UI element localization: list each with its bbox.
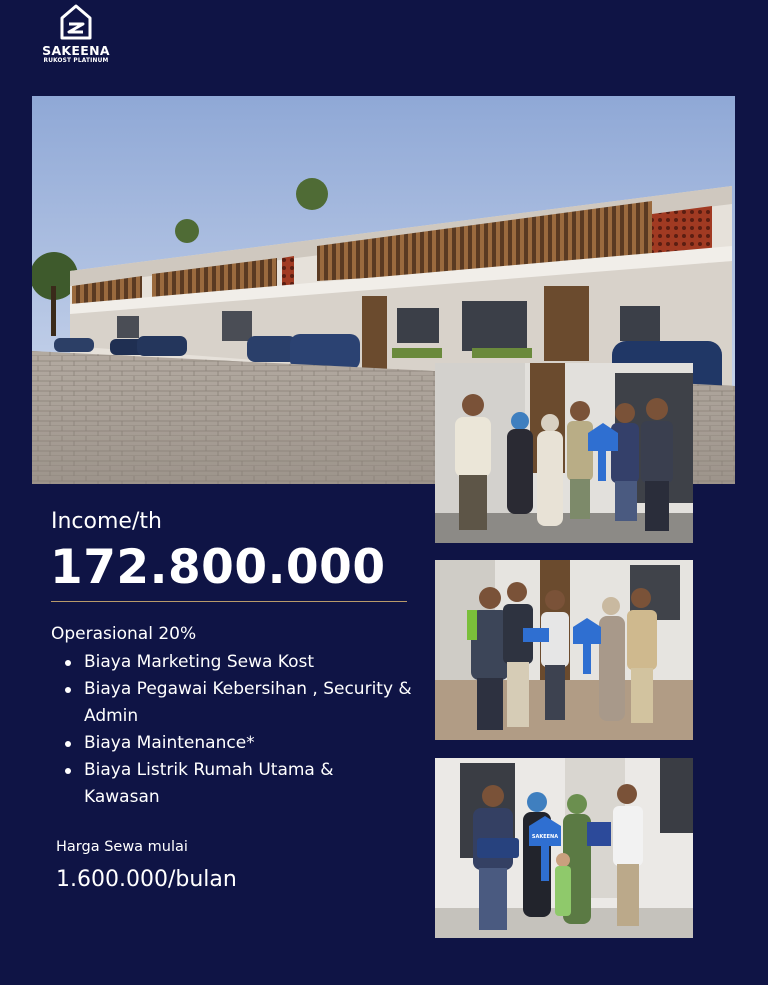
list-item: Biaya Pegawai Kebersihan , Security & Admin [63, 676, 413, 730]
key-sign-text: SAKEENA [531, 834, 559, 840]
rent-price-value: 1.600.000/bulan [56, 867, 237, 892]
rent-price-label: Harga Sewa mulai [56, 839, 188, 855]
operational-title: Operasional 20% [51, 624, 197, 644]
list-item: Biaya Maintenance* [63, 730, 413, 757]
operational-cost-list [63, 649, 413, 811]
handover-photo-1 [435, 363, 693, 543]
handover-photo-2 [435, 560, 693, 740]
income-label: Income/th [51, 509, 162, 534]
section-divider [51, 601, 407, 602]
logo-subtitle-text: RUKOST PLATINUM [43, 58, 109, 64]
list-item: Biaya Listrik Rumah Utama & Kawasan [63, 757, 413, 811]
brand-logo [38, 4, 114, 70]
house-logo-icon [59, 4, 93, 40]
logo-brand-text: SAKEENA [42, 43, 110, 58]
income-value: 172.800.000 [50, 540, 386, 595]
handover-photo-3 [435, 758, 693, 938]
list-item: Biaya Marketing Sewa Kost [63, 649, 413, 676]
